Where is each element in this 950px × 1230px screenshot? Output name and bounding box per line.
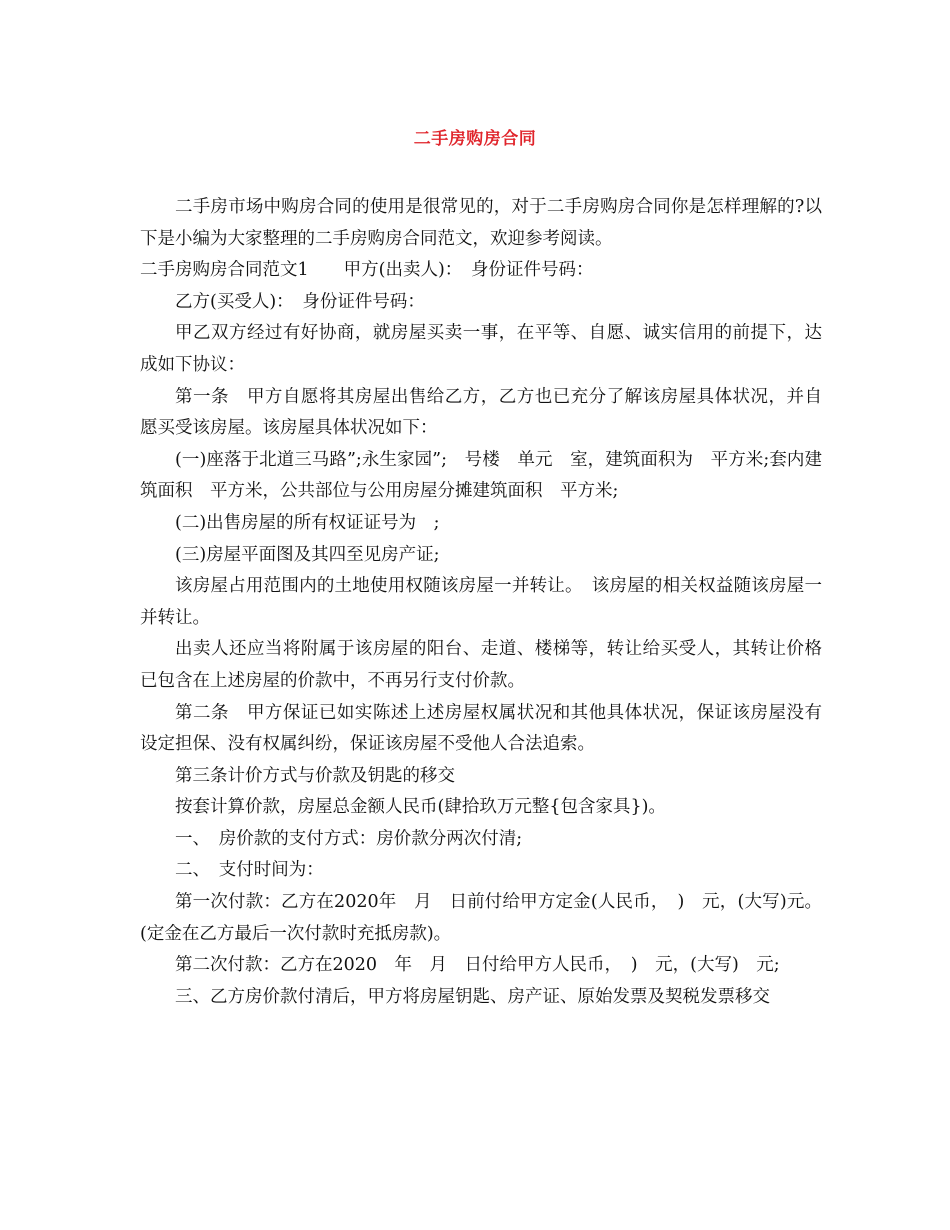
paragraph-payment-time: 二、 支付时间为：: [175, 860, 324, 881]
paragraph-second-payment: 第二次付款：乙方在2020 年 月 日付给甲方人民币， ) 元，(大写) 元;: [175, 955, 780, 976]
paragraph-agreement: 甲乙双方经过有好协商，就房屋买卖一事，在平等、自愿、诚实信用的前提下，达成如下协议：: [140, 323, 822, 375]
paragraph-intro: 二手房市场中购房合同的使用是很常见的，对于二手房购房合同你是怎样理解的?以下是小编为大家整理的二手房购房合同范文，欢迎参考阅读。: [140, 197, 822, 249]
paragraph-land-rights: 该房屋占用范围内的土地使用权随该房屋一并转让。 该房屋的相关权益随该房屋一并转让。: [140, 576, 822, 628]
paragraph-item-1: (一)座落于北道三马路”;永生家园”; 号楼 单元 室，建筑面积为 平方米;套内建筑面积 平方米，公共部位与公用房屋分摊建筑面积 平方米;: [140, 449, 822, 502]
document-body: [140, 192, 822, 1013]
paragraph-article-3-heading: 第三条计价方式与价款及钥匙的移交: [175, 765, 455, 786]
paragraph-first-payment: 第一次付款：乙方在2020年 月 日前付给甲方定金(人民币， ) 元，(大写)元。(定金在乙方最后一次付款时充抵房款)。: [140, 892, 822, 944]
paragraph-handover: 三、乙方房价款付清后，甲方将房屋钥匙、房产证、原始发票及契税发票移交: [175, 986, 770, 1007]
paragraph-attachments: 出卖人还应当将附属于该房屋的阳台、走道、楼梯等，转让给买受人，其转让价格已包含在上述房屋的价款中，不再另行支付价款。: [140, 639, 822, 691]
paragraph-payment-method: 一、 房价款的支付方式：房价款分两次付清;: [175, 828, 523, 849]
document-title: 二手房购房合同: [413, 129, 537, 149]
paragraph-parties-seller: 二手房购房合同范文1 甲方(出卖人)： 身份证件号码：: [140, 260, 594, 281]
paragraph-item-2: (二)出售房屋的所有权证证号为 ;: [175, 512, 440, 533]
paragraph-price: 按套计算价款，房屋总金额人民币(肆拾玖万元整{包含家具})。: [175, 797, 666, 818]
paragraph-parties-buyer: 乙方(买受人)： 身份证件号码：: [175, 291, 425, 312]
paragraph-article-1: 第一条 甲方自愿将其房屋出售给乙方，乙方也已充分了解该房屋具体状况，并自愿买受该房屋。该房屋具体状况如下：: [140, 386, 822, 439]
paragraph-item-3: (三)房屋平面图及其四至见房产证;: [175, 544, 440, 565]
paragraph-article-2: 第二条 甲方保证已如实陈述上述房屋权属状况和其他具体状况，保证该房屋没有设定担保、没有权属纠纷，保证该房屋不受他人合法追索。: [140, 702, 822, 755]
